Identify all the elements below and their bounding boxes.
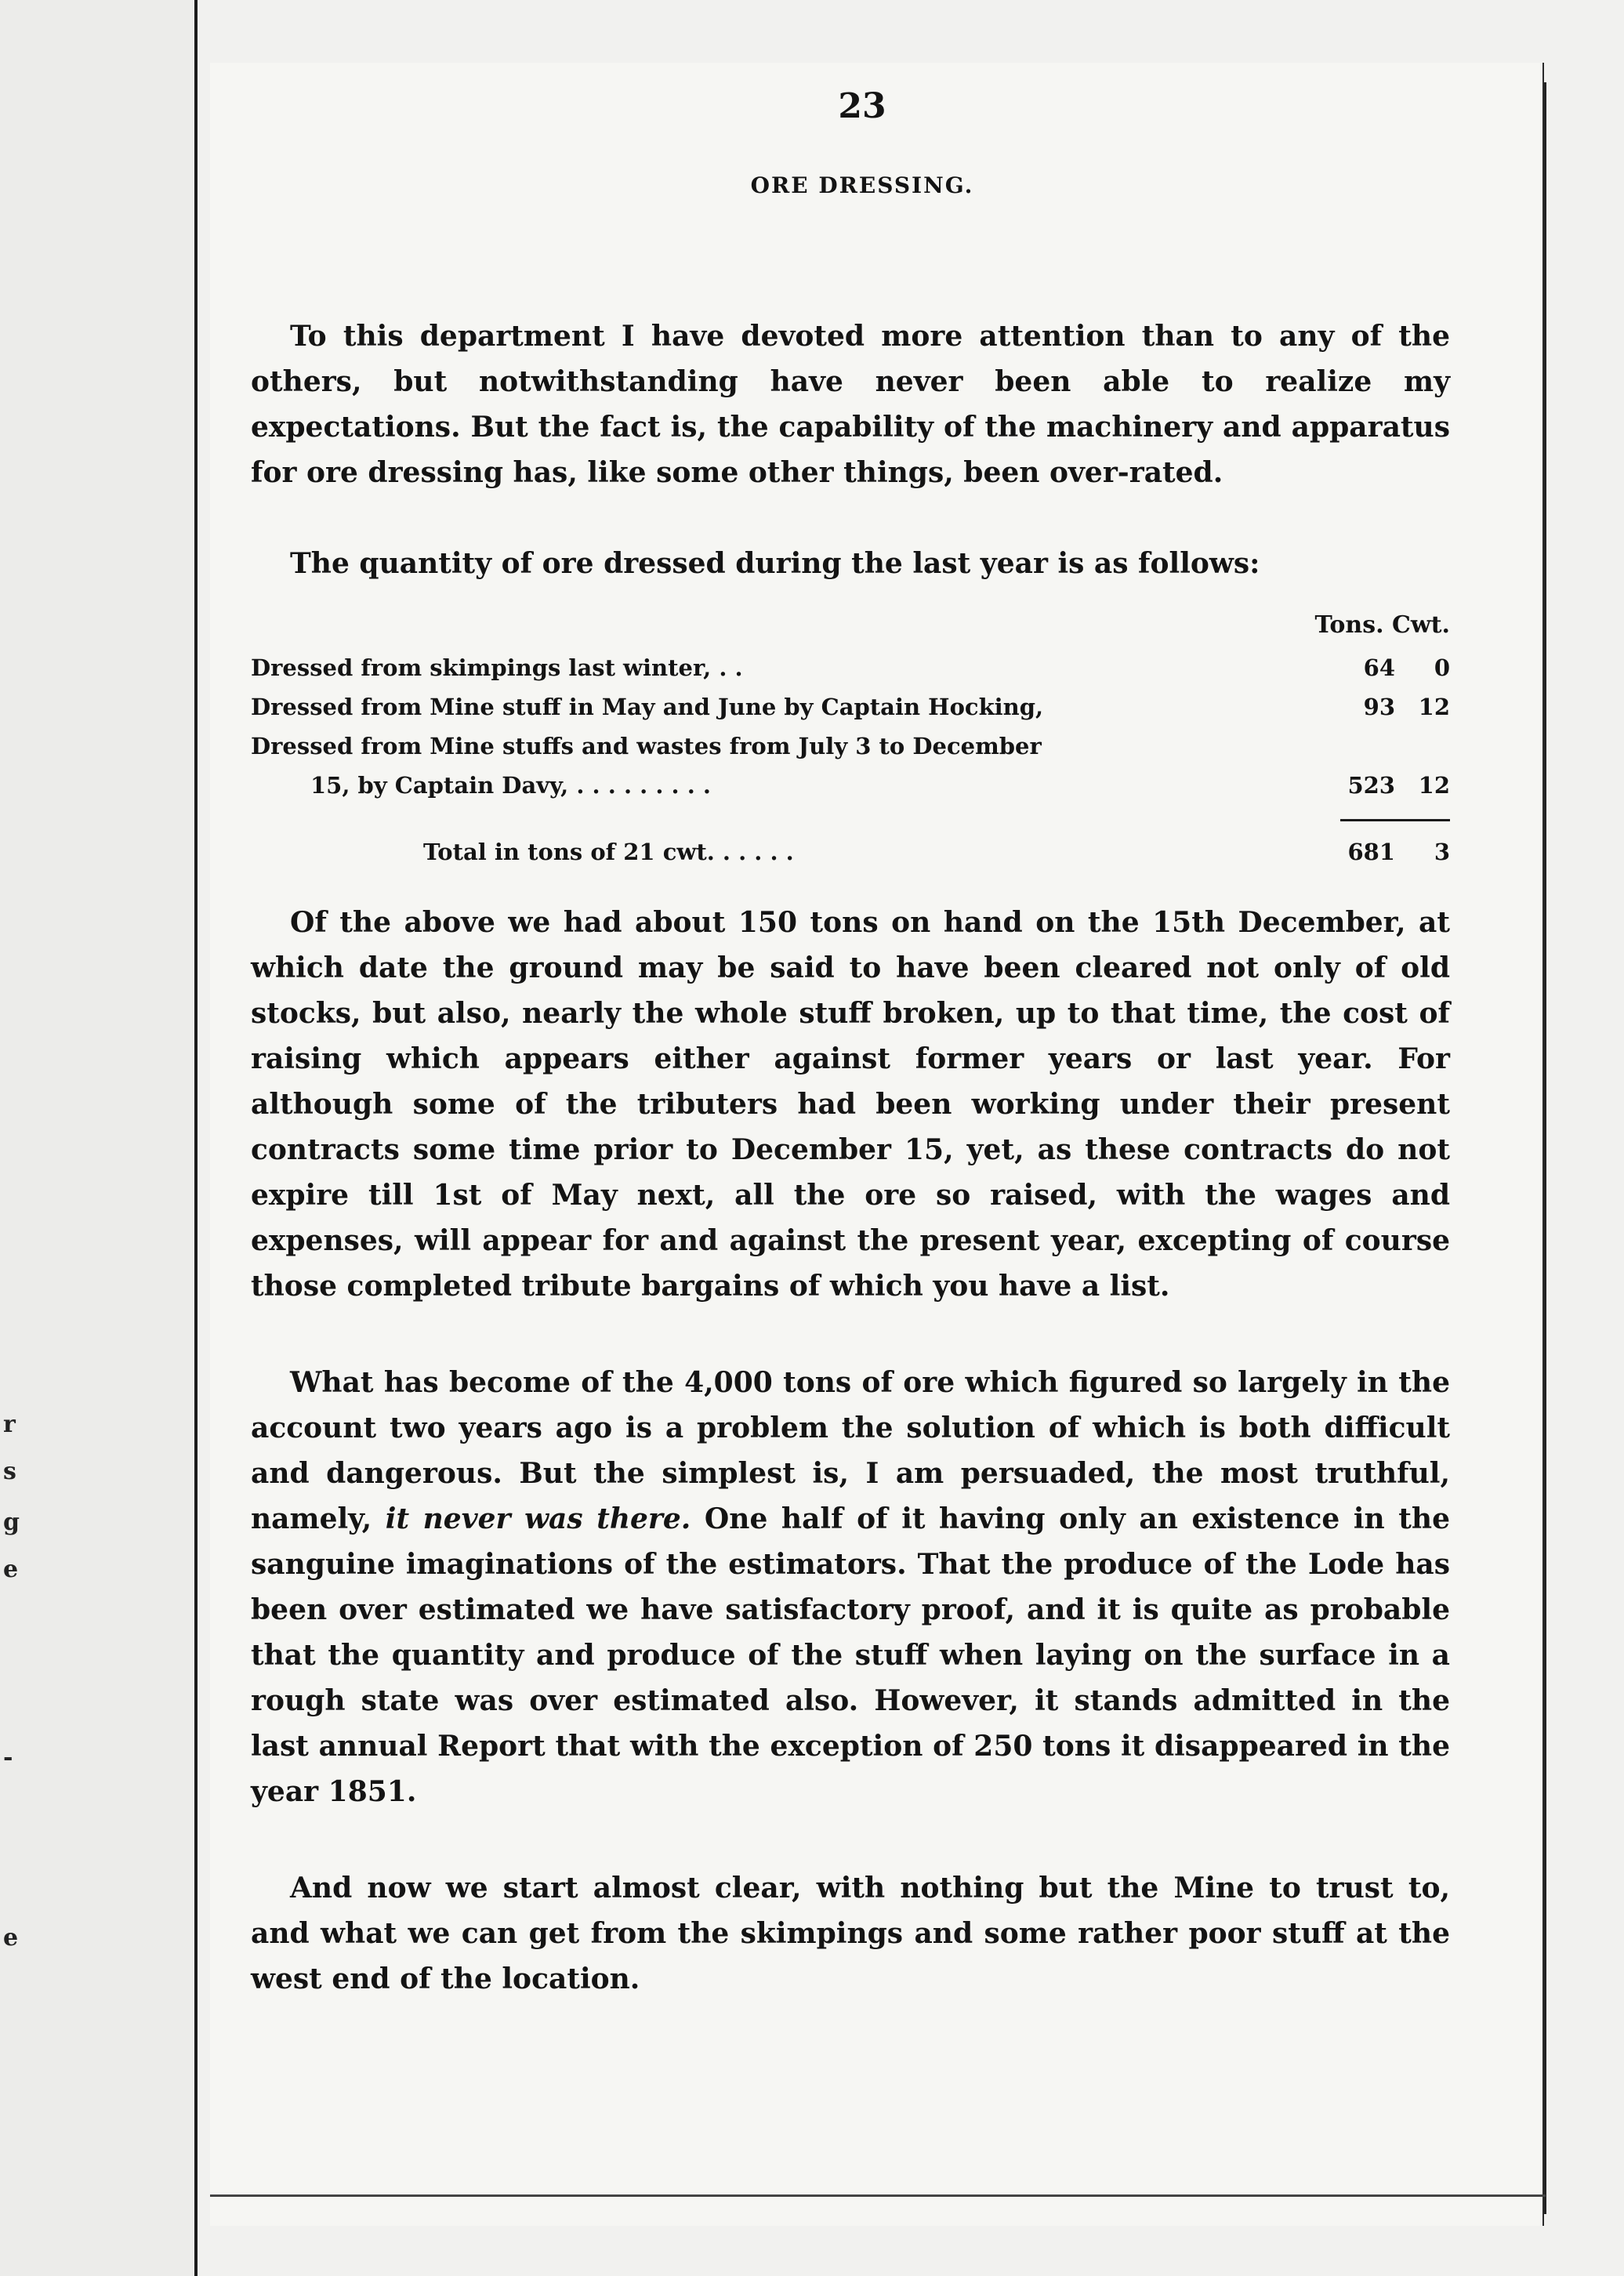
table-row (251, 694, 1450, 730)
quantity-intro: The quantity of ore dressed during the last year is as follows: (290, 547, 1260, 580)
body-paragraph (251, 1360, 1450, 1814)
table-row (251, 772, 1450, 808)
intro-paragraph: To this department I have devoted more attention than to any of the others, but notwithstanding have never been able to realize my expectations. But the fact is, the capability of the machinery and apparatus for ore dressing has, like some other things, been over-rated. (251, 320, 1450, 489)
paragraph-text: One half of it having only an existence in the sanguine imaginations of the estimators. That the produce of the Lode has been over estimated we have satisfactory proof, and it is quite as probable that the quantity and produce of the stuff when laying on the surface in a rough state was over estimated also. However, it stands admitted in the last annual Report that with the exception of 250 tons it disappeared in the year 1851. (251, 1502, 1450, 1808)
row-tons: 523 (1347, 772, 1395, 799)
table-row (251, 733, 1450, 769)
row-cwt: 12 (1418, 694, 1450, 720)
row-label: 15, by Captain Davy, . . . . . . . . . (310, 772, 711, 799)
page-right-edge (1544, 82, 1546, 2214)
left-page-margin (0, 0, 196, 2276)
body-paragraph: Of the above we had about 150 tons on hand on the 15th December, at which date the ground may be said to have been cleared not only of old stocks, but also, nearly the whole stuff broken, up to that time, the cost of raising which appears either against former years or last year. For although some of the tributers had been working under their present contracts some time prior to December 15, yet, as these contracts do not expire till 1st of May next, all the ore so raised, with the wages and expenses, will appear for and against the present year, excepting of course those completed tribute bargains of which you have a list. (251, 906, 1450, 1303)
total-cwt: 3 (1434, 839, 1450, 865)
row-tons: 93 (1363, 694, 1395, 720)
page-bottom-edge (210, 2194, 1546, 2197)
left-edge-letter: e (3, 1556, 19, 1583)
paragraph-text: What has become of the 4,000 tons of ore which figured so largely in the account two years ago is a problem the solution of which is both difficult and dangerous. But the simplest is, I am persuaded, the most truthful, namely, (251, 1366, 1450, 1535)
table-row (251, 654, 1450, 690)
row-cwt: 12 (1418, 772, 1450, 799)
total-label: Total in tons of 21 cwt. . . . . . (423, 839, 794, 865)
total-rule (1340, 819, 1450, 821)
table-total-row (251, 839, 1450, 875)
section-heading: ORE DRESSING. (750, 172, 974, 198)
italic-phrase: it never was there. (385, 1502, 691, 1535)
left-edge-letter: s (3, 1458, 16, 1485)
page-number: 23 (838, 86, 886, 126)
page-fold (194, 0, 198, 2276)
closing-paragraph: And now we start almost clear, with nothing but the Mine to trust to, and what we can get from the skimpings and some rather poor stuff at the west end of the location. (251, 1872, 1450, 1995)
table-header: Tons. Cwt. (1314, 611, 1450, 639)
row-cwt: 0 (1434, 654, 1450, 681)
row-label: Dressed from skimpings last winter, . . (251, 654, 743, 681)
left-edge-letter: - (3, 1744, 13, 1771)
page-content (251, 0, 1474, 2163)
row-label: Dressed from Mine stuff in May and June by Captain Hocking, (251, 694, 1044, 720)
row-tons: 64 (1363, 654, 1395, 681)
left-edge-letter: e (3, 1924, 19, 1952)
left-edge-letter: r (3, 1411, 16, 1438)
row-label: Dressed from Mine stuffs and wastes from July 3 to December (251, 733, 1042, 759)
left-edge-letter: g (3, 1509, 20, 1536)
total-tons: 681 (1347, 839, 1395, 865)
